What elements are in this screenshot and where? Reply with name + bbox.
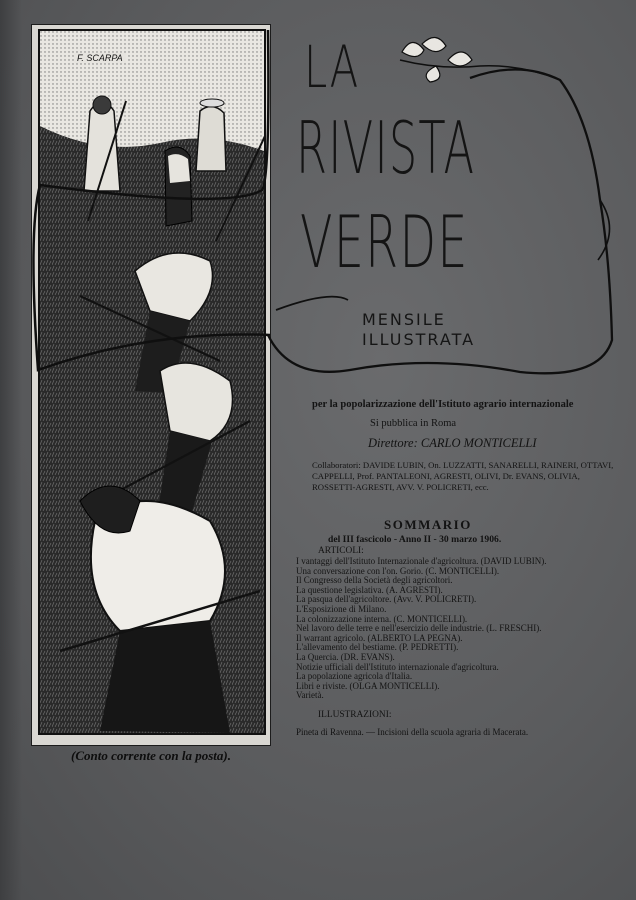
article-item: Il Congresso della Società degli agricoltori. <box>296 575 453 586</box>
article-item: Nel lavoro delle terre e nell'esercizio delle industrie. (L. FRESCHI). <box>296 623 542 634</box>
article-item: Una conversazione con l'on. Gorio. (C. MONTICELLI). <box>296 565 500 576</box>
article-item: La colonizzazione interna. (C. MONTICELLI). <box>296 613 468 624</box>
article-item: L'allevamento del bestiame. (P. PEDRETTI). <box>296 642 459 653</box>
subtitle-mensile: MENSILE <box>362 310 446 329</box>
flower-ornament <box>402 37 472 82</box>
director-line: Direttore: CARLO MONTICELLI <box>368 436 537 450</box>
article-item: Notizie ufficiali dell'Istituto internazionale d'agricoltura. <box>296 661 499 672</box>
article-item: La pasqua dell'agricoltore. (Avv. V. POLICRETI). <box>296 594 477 605</box>
article-item: La popolazione agricola d'Italia. <box>296 671 413 682</box>
articles-heading: ARTICOLI: <box>318 546 364 556</box>
postal-account-caption: (Conto corrente con la posta). <box>71 748 231 763</box>
artist-signature: F. SCARPA <box>74 53 126 63</box>
article-item: Libri e riviste. (OLGA MONTICELLI). <box>296 680 440 691</box>
subtitle-illustrata: ILLUSTRATA <box>362 330 476 349</box>
masthead-la: LA <box>304 33 360 101</box>
article-item: Il warrant agricolo. (ALBERTO LA PEGNA). <box>296 632 463 643</box>
sommario-title: SOMMARIO <box>384 517 472 532</box>
publication-purpose: per la popolarizzazione dell'Istituto agrario internazionale <box>312 399 574 410</box>
article-item: La questione legislativa. (A. AGRESTI). <box>296 584 443 595</box>
articles-list <box>296 557 596 701</box>
masthead-rivista: RIVISTA <box>296 106 476 190</box>
collaborators-list: Collaboratori: DAVIDE LUBIN, On. LUZZATTI, SANARELLI, RAINERI, OTTAVI, CAPPELLI, Prof. PANTALEONI, AGRESTI, OLIVI, Dr. EVANS, OLIVIA, ROSSETTI-AGRESTI, AVV. V. POLICRETI, ecc. <box>312 460 614 492</box>
publication-place: Si pubblica in Roma <box>370 418 457 429</box>
illustrations-heading: ILLUSTRAZIONI: <box>318 710 392 720</box>
article-item: Varietà. <box>296 690 324 701</box>
issue-line: del III fascicolo - Anno II - 30 marzo 1906. <box>328 534 502 545</box>
article-item: I vantaggi dell'Istituto Internazionale d'agricoltura. (DAVID LUBIN). <box>296 556 547 566</box>
article-item: L'Esposizione di Milano. <box>296 603 387 614</box>
masthead-verde: VERDE <box>300 200 469 284</box>
illustrations-line: Pineta di Ravenna. — Incisioni della scuola agraria di Macerata. <box>296 727 529 737</box>
article-item: La Quercia. (DR. EVANS). <box>296 651 395 662</box>
